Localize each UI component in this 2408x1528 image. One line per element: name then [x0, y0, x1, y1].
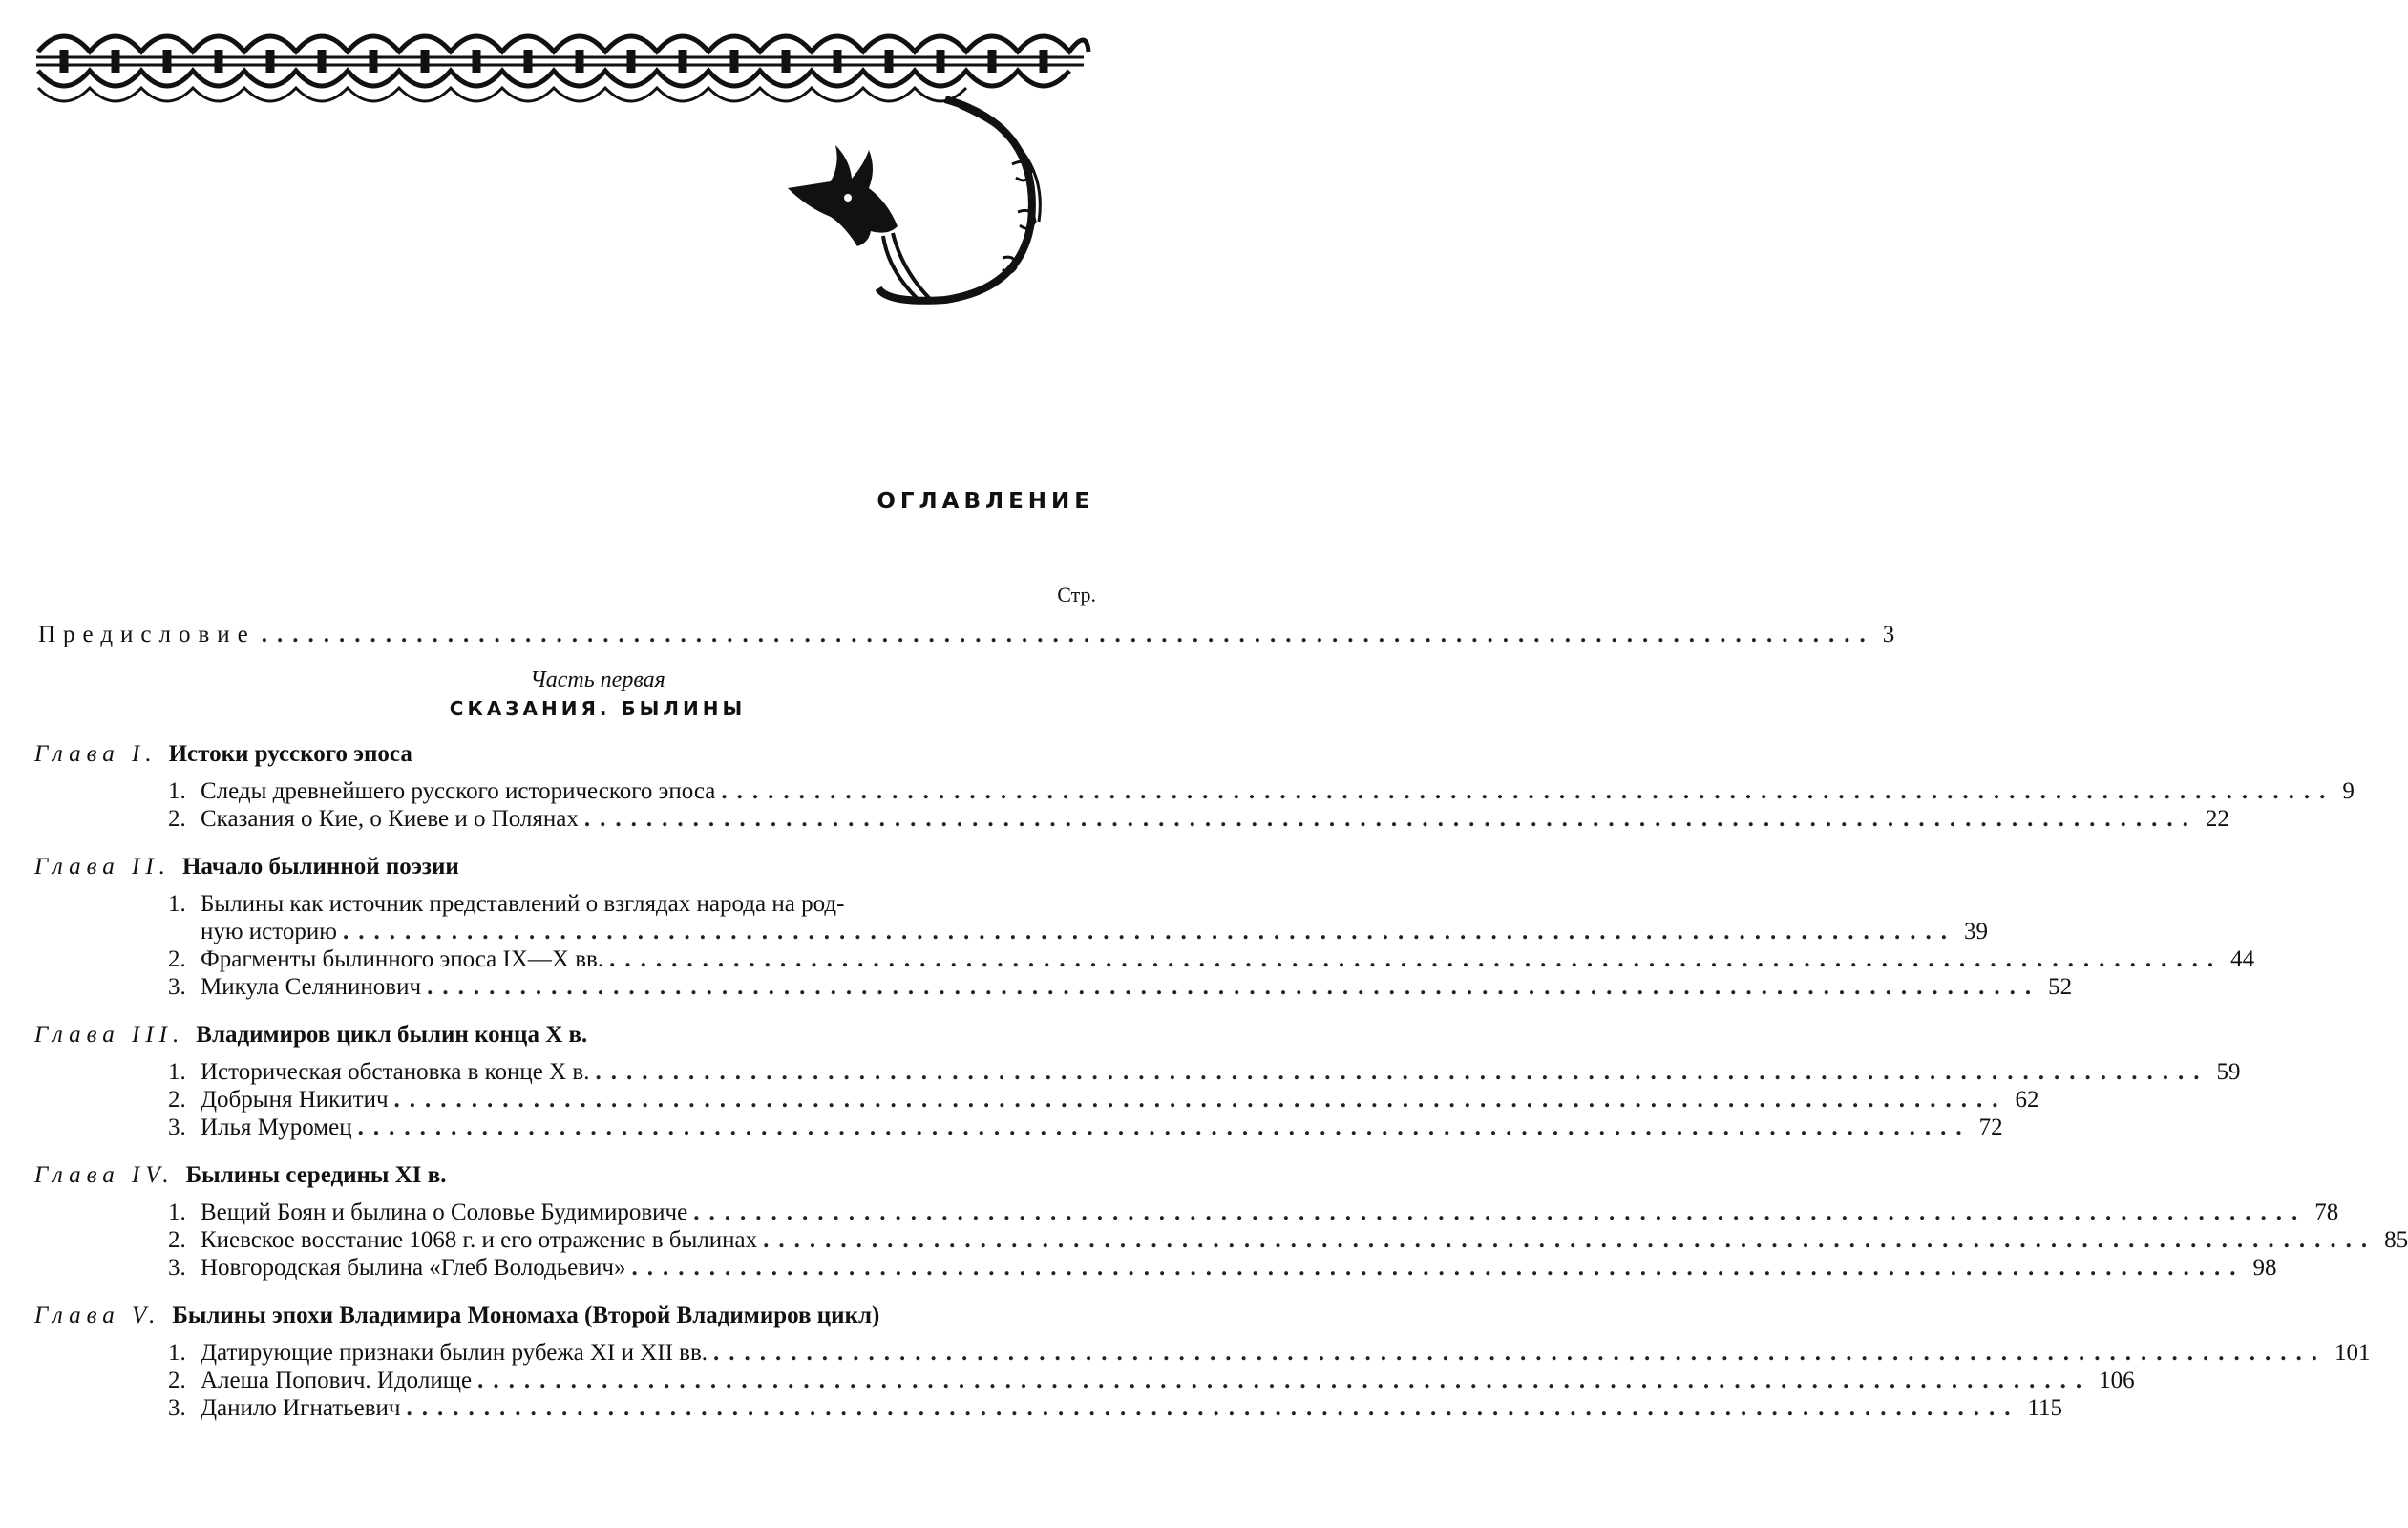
chapter-block: [34, 1303, 2371, 1422]
chapter-heading[interactable]: [34, 741, 1104, 768]
toc-entry-first-line[interactable]: [168, 890, 1104, 918]
toc-entry-preface[interactable]: [34, 621, 1895, 648]
toc-entry[interactable]: [168, 1058, 2241, 1086]
section-number: 2.: [168, 806, 186, 832]
section-number: 2.: [168, 1368, 186, 1393]
chapter-title: Былины эпохи Владимира Мономаха (Второй Владимиров цикл): [172, 1303, 880, 1328]
chapter-block: [34, 1162, 2408, 1282]
section-list: [34, 1339, 2371, 1422]
dot-leader: ........................................................................................................: [595, 1059, 2209, 1085]
chapter-heading[interactable]: [34, 1162, 1104, 1189]
section-title: Микула Селянинович: [201, 974, 422, 1000]
section-number: 2.: [168, 1087, 186, 1113]
toc-entry[interactable]: [168, 1339, 2371, 1367]
chapter-number: Глава V.: [34, 1303, 161, 1328]
toc-entry[interactable]: [168, 1367, 2135, 1394]
chapter-number: Глава IV.: [34, 1162, 175, 1188]
toc-entry[interactable]: [168, 1226, 2408, 1254]
section-list: [34, 1199, 2408, 1282]
chapter-block: [34, 854, 2255, 1001]
chapter-heading[interactable]: [34, 1022, 1104, 1049]
section-number: 2.: [168, 1227, 186, 1253]
chapter-number: Глава III.: [34, 1022, 185, 1048]
preface-label: Предисловие: [38, 622, 256, 647]
toc-entry[interactable]: [168, 1254, 2277, 1282]
page-number: 39: [1963, 919, 1988, 944]
dot-leader: ........................................................................................................: [357, 1114, 1972, 1140]
section-number: 3.: [168, 974, 186, 1000]
dot-leader: ........................................................................................................: [609, 946, 2224, 972]
section-number: 3.: [168, 1255, 186, 1281]
page-number: 115: [2027, 1395, 2063, 1421]
section-title: Следы древнейшего русского исторического эпоса: [201, 778, 716, 804]
section-number: 1.: [168, 1340, 186, 1366]
section-title: Данило Игнатьевич: [201, 1395, 401, 1421]
section-title: Историческая обстановка в конце X в.: [201, 1059, 590, 1085]
toc-entry[interactable]: [168, 1114, 2003, 1141]
section-title: Сказания о Кие, о Киеве и о Полянах: [201, 806, 579, 832]
section-number: 1.: [168, 778, 186, 804]
dot-leader: ........................................................................................................: [427, 974, 2041, 1000]
toc-title: ОГЛАВЛЕНИЕ: [877, 489, 1094, 514]
page-number: 106: [2099, 1368, 2135, 1393]
section-title: Новгородская былина «Глеб Володьевич»: [201, 1255, 626, 1281]
part-label: Часть первая: [530, 668, 665, 692]
dot-leader: ........................................................................................................: [721, 778, 2335, 804]
page-number: 44: [2230, 946, 2255, 972]
page-number: 9: [2342, 778, 2355, 804]
section-title: Добрыня Никитич: [201, 1087, 389, 1113]
table-of-contents: [34, 621, 2408, 1422]
section-title: Фрагменты былинного эпоса IX—X вв.: [201, 946, 604, 972]
page-number: 22: [2205, 806, 2229, 832]
part-title: СКАЗАНИЯ. БЫЛИНЫ: [449, 697, 747, 720]
toc-entry[interactable]: [168, 777, 2355, 805]
page-number: 62: [2015, 1087, 2039, 1113]
page-number: 85: [2384, 1227, 2408, 1253]
chapter-number: Глава I.: [34, 741, 158, 767]
page-number: 78: [2314, 1199, 2339, 1225]
toc-entry[interactable]: [168, 945, 2255, 973]
page-number: 59: [2216, 1059, 2241, 1085]
toc-entry[interactable]: [168, 1199, 2339, 1226]
chapter-number: Глава II.: [34, 854, 171, 880]
toc-entry[interactable]: [168, 1086, 2039, 1114]
toc-entry[interactable]: [168, 973, 2073, 1001]
page-column-label: Стр.: [1057, 583, 1096, 606]
chapter-block: [34, 1022, 2241, 1141]
chapter-title: Былины середины XI в.: [185, 1162, 447, 1188]
dot-leader: ........................................................................................................: [763, 1227, 2377, 1253]
section-list: [34, 777, 2355, 833]
chapter-title: Начало былинной поэзии: [181, 854, 459, 880]
section-number: 3.: [168, 1395, 186, 1421]
section-number: 3.: [168, 1114, 186, 1140]
dot-leader: ........................................................................................................: [342, 919, 1956, 944]
page-number: 72: [1978, 1114, 2003, 1140]
toc-entry[interactable]: [168, 918, 1988, 945]
page-number: 52: [2048, 974, 2073, 1000]
section-title: Датирующие признаки былин рубежа XI и XII вв.: [201, 1340, 708, 1366]
dot-leader: ........................................................................................................: [583, 806, 2198, 832]
ornament-dragon-chain: [29, 21, 1127, 327]
dot-leader: ........................................................................................................: [713, 1340, 2328, 1366]
page-number: 98: [2252, 1255, 2277, 1281]
section-title: Киевское восстание 1068 г. и его отражение в былинах: [201, 1227, 758, 1253]
dot-leader: ........................................................................................................: [406, 1395, 2020, 1421]
section-title: Алеша Попович. Идолище: [201, 1368, 473, 1393]
chapter-heading[interactable]: [34, 1303, 1104, 1329]
toc-entry[interactable]: [168, 805, 2229, 833]
chapter-heading[interactable]: [34, 854, 1104, 881]
section-title: Илья Муромец: [201, 1114, 352, 1140]
section-title: Вещий Боян и былина о Соловье Будимировиче: [201, 1199, 688, 1225]
page-number: 3: [1882, 622, 1895, 647]
chapter-title: Владимиров цикл былин конца X в.: [196, 1022, 588, 1048]
section-number: 1.: [168, 1059, 186, 1085]
section-number: 1.: [168, 891, 186, 917]
chapter-block: [34, 741, 2355, 833]
section-number: 1.: [168, 1199, 186, 1225]
dot-leader: ........................................................................................................: [393, 1087, 2008, 1113]
page-number: 101: [2334, 1340, 2371, 1366]
chapter-title: Истоки русского эпоса: [168, 741, 412, 767]
section-title-continuation: ную историю: [201, 919, 337, 944]
dot-leader: ........................................................................................................: [631, 1255, 2246, 1281]
section-list: [34, 890, 2255, 1001]
section-title: Былины как источник представлений о взглядах народа на род-: [201, 891, 845, 917]
dot-leader: ........................................................................................................: [477, 1368, 2092, 1393]
section-number: 2.: [168, 946, 186, 972]
toc-entry[interactable]: [168, 1394, 2063, 1422]
section-list: [34, 1058, 2241, 1141]
dot-leader: ........................................................................................................: [261, 622, 1875, 647]
dot-leader: ........................................................................................................: [693, 1199, 2308, 1225]
